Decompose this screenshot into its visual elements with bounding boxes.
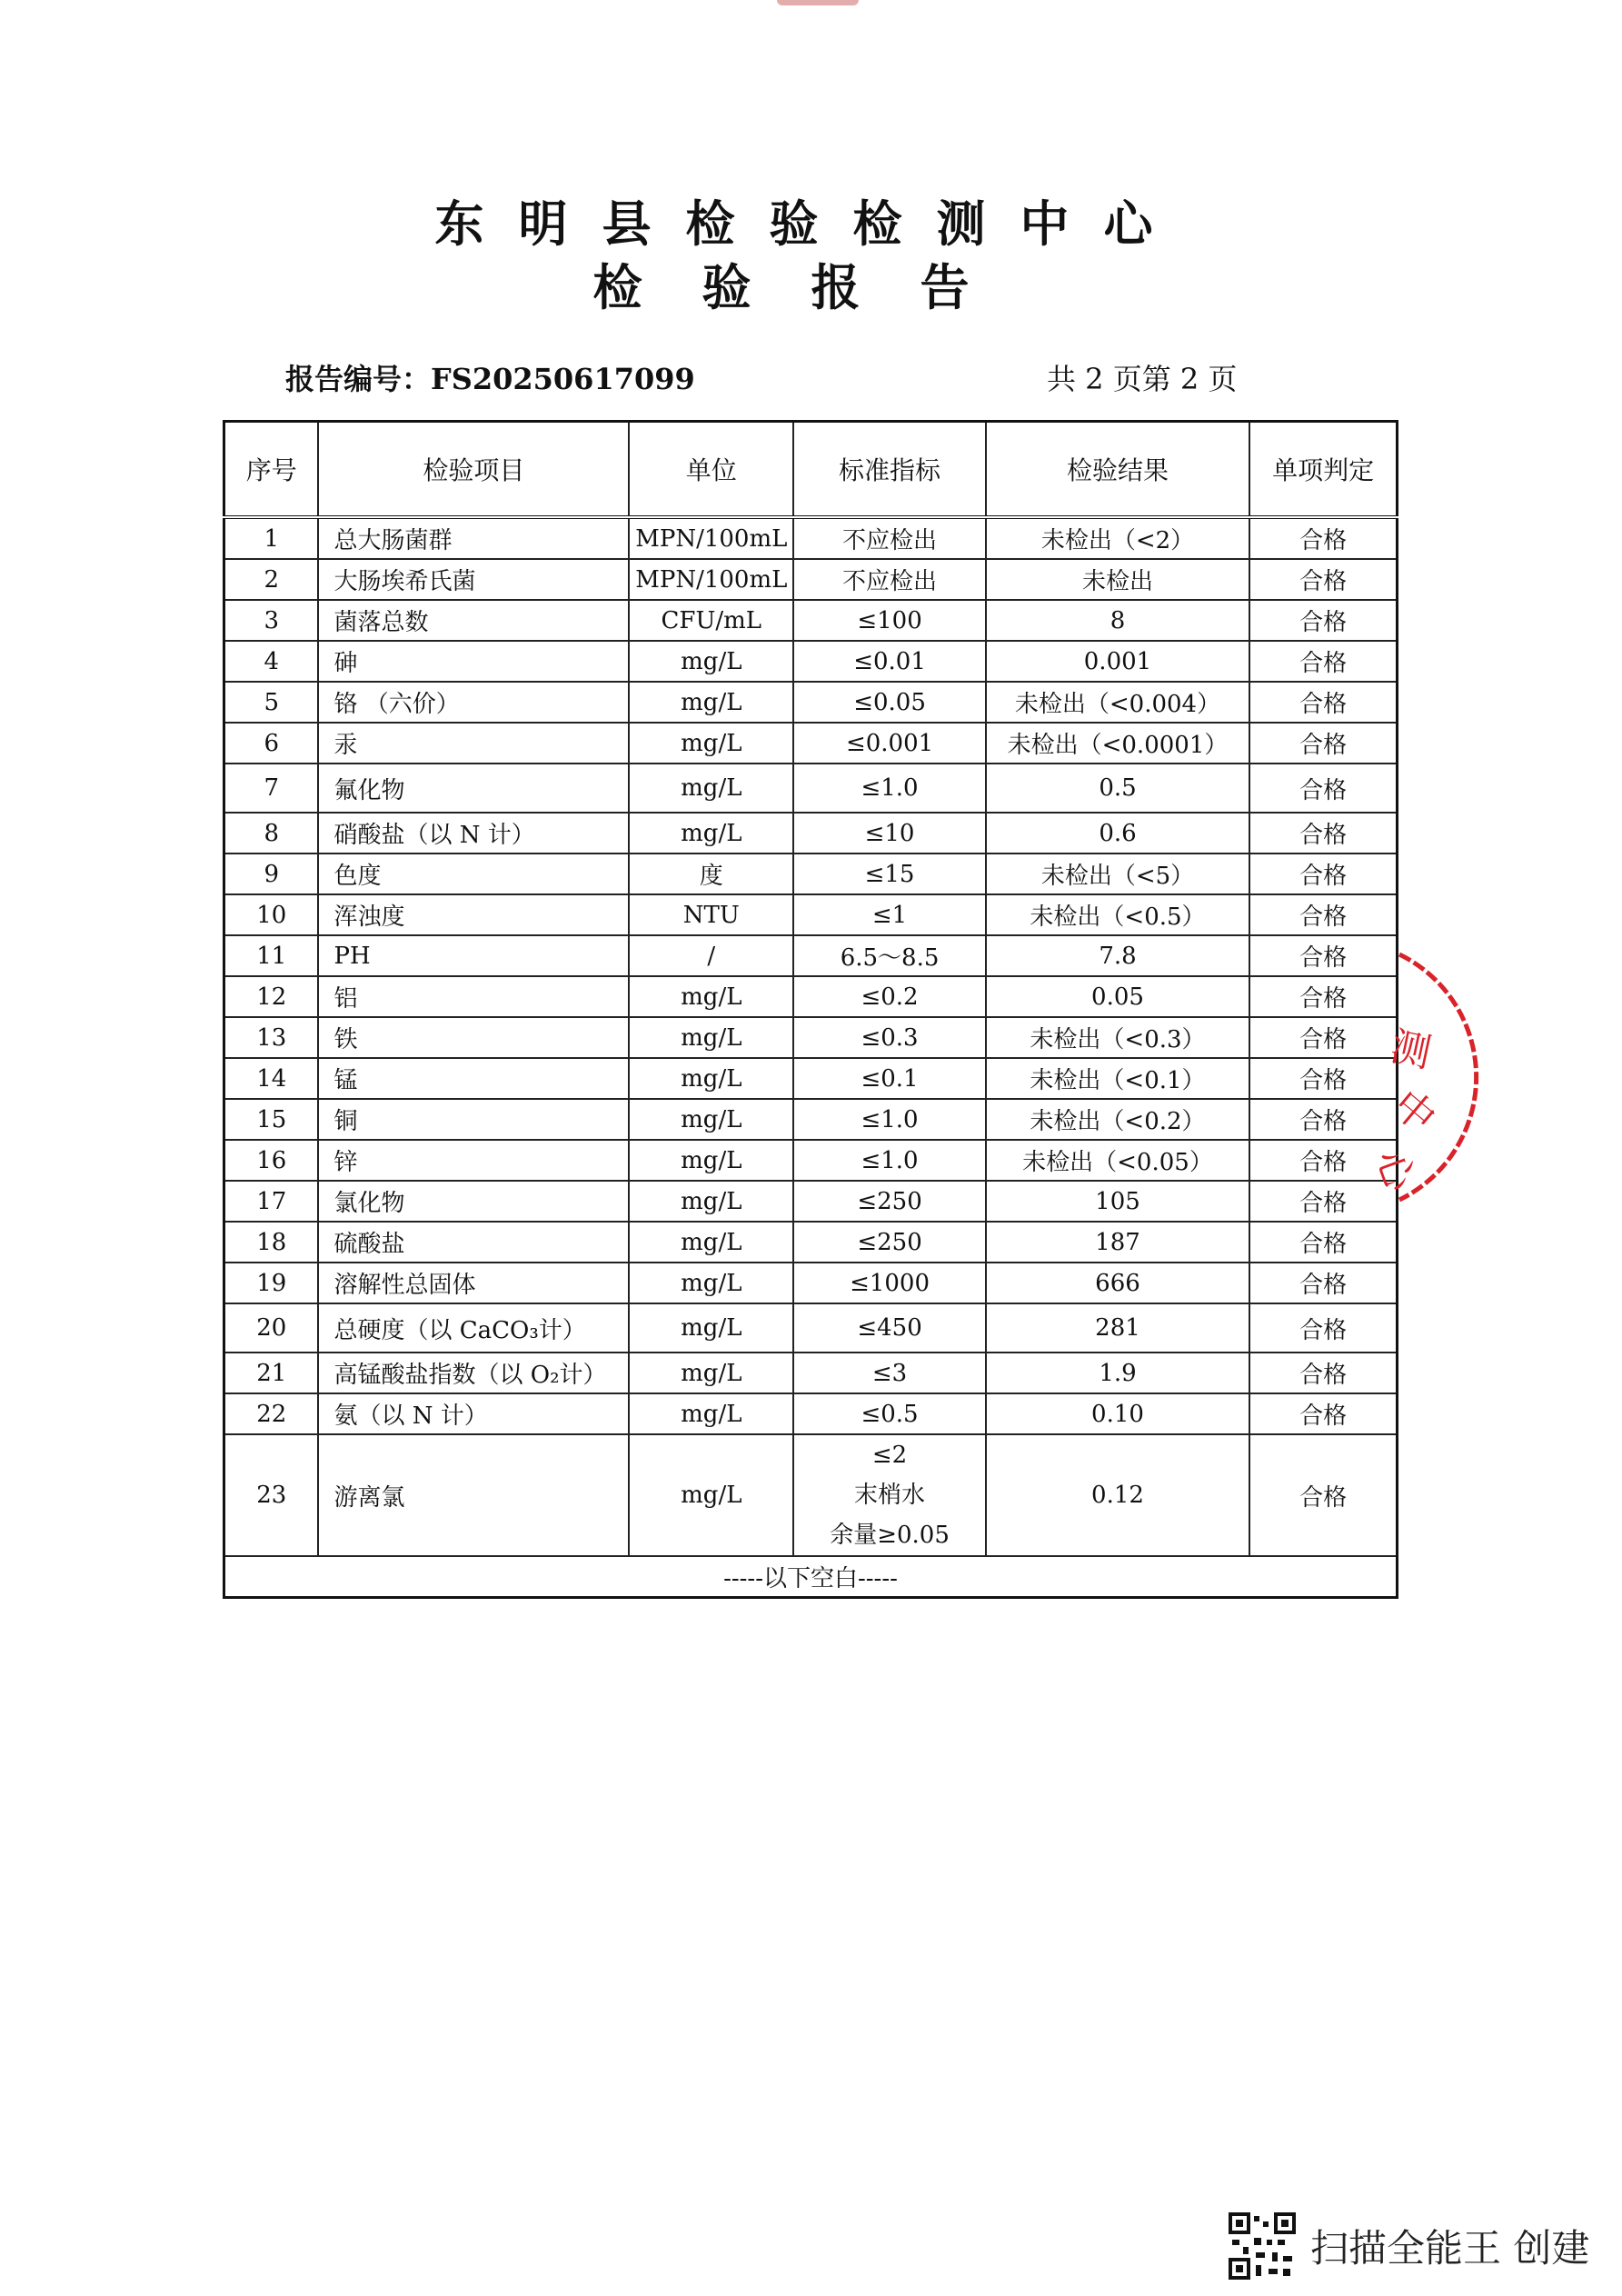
cell-result: 8 [986, 600, 1250, 641]
cell-unit: CFU/mL [629, 600, 793, 641]
cell-verdict: 合格 [1249, 935, 1397, 976]
cell-verdict: 合格 [1249, 1393, 1397, 1434]
cell-item: 菌落总数 [318, 600, 629, 641]
cell-verdict: 合格 [1249, 723, 1397, 764]
cell-no: 23 [224, 1434, 319, 1556]
cell-unit: mg/L [629, 682, 793, 723]
cell-unit: mg/L [629, 1140, 793, 1181]
cell-unit: mg/L [629, 1263, 793, 1303]
cell-item: 硫酸盐 [318, 1222, 629, 1263]
cell-no: 18 [224, 1222, 319, 1263]
cell-item: 溶解性总固体 [318, 1263, 629, 1303]
cell-unit: NTU [629, 894, 793, 935]
cell-item: 硝酸盐（以 N 计） [318, 813, 629, 854]
cell-standard: ≤100 [793, 600, 985, 641]
cell-verdict: 合格 [1249, 517, 1397, 559]
cell-standard: ≤1.0 [793, 1140, 985, 1181]
cell-standard [793, 1434, 985, 1556]
cell-no: 5 [224, 682, 319, 723]
page-info: 共 2 页第 2 页 [1047, 362, 1238, 396]
table-row [224, 1099, 1398, 1140]
cell-item: 高锰酸盐指数（以 O₂计） [318, 1353, 629, 1393]
cell-verdict: 合格 [1249, 1099, 1397, 1140]
table-row [224, 813, 1398, 854]
column-header: 标准指标 [793, 422, 985, 518]
cell-standard: ≤1000 [793, 1263, 985, 1303]
seal-char: 测 [1386, 1023, 1436, 1077]
cell-standard: ≤1 [793, 894, 985, 935]
cell-standard: ≤0.2 [793, 976, 985, 1017]
table-row [224, 1140, 1398, 1181]
cell-result: 187 [986, 1222, 1250, 1263]
cell-no: 12 [224, 976, 319, 1017]
cell-no: 3 [224, 600, 319, 641]
standard-line: ≤2 [871, 1442, 908, 1469]
cell-unit: MPN/100mL [629, 517, 793, 559]
report-number-value: FS20250617099 [431, 362, 695, 396]
cell-unit: mg/L [629, 1181, 793, 1222]
cell-standard: ≤0.5 [793, 1393, 985, 1434]
column-header: 单位 [629, 422, 793, 518]
cell-unit: mg/L [629, 1434, 793, 1556]
cell-no: 22 [224, 1393, 319, 1434]
seal-char: 心 [1366, 1143, 1424, 1198]
cell-standard: ≤0.001 [793, 723, 985, 764]
report-number [285, 356, 695, 398]
cell-unit: mg/L [629, 1058, 793, 1099]
cell-no: 7 [224, 764, 319, 813]
cell-unit: mg/L [629, 641, 793, 682]
cell-verdict: 合格 [1249, 1017, 1397, 1058]
cell-verdict: 合格 [1249, 1434, 1397, 1556]
cell-item: 铁 [318, 1017, 629, 1058]
cell-item: 浑浊度 [318, 894, 629, 935]
cell-result: 未检出 [986, 559, 1250, 600]
cell-no: 21 [224, 1353, 319, 1393]
cell-result: 未检出（<0.004） [986, 682, 1250, 723]
table-row [224, 1434, 1398, 1556]
table-row [224, 1303, 1398, 1353]
cell-standard: ≤0.01 [793, 641, 985, 682]
cell-standard: ≤0.05 [793, 682, 985, 723]
cell-no: 10 [224, 894, 319, 935]
table-row [224, 764, 1398, 813]
cell-standard: ≤15 [793, 854, 985, 894]
qr-code-icon [1229, 2212, 1296, 2280]
table-row [224, 1181, 1398, 1222]
cell-verdict: 合格 [1249, 1353, 1397, 1393]
scanner-watermark [1229, 2212, 1589, 2280]
cell-item: 铝 [318, 976, 629, 1017]
cell-unit: mg/L [629, 1393, 793, 1434]
table-row [224, 1263, 1398, 1303]
scanner-watermark-text: 扫描全能王 创建 [1310, 2226, 1590, 2271]
org-title: 东明县检验检测中心 [434, 195, 1188, 253]
cell-result: 未检出（<5） [986, 854, 1250, 894]
cell-item: 色度 [318, 854, 629, 894]
standard-line: 余量≥0.05 [830, 1522, 950, 1549]
cell-verdict: 合格 [1249, 1263, 1397, 1303]
cell-result: 未检出（<0.5） [986, 894, 1250, 935]
table-row [224, 854, 1398, 894]
results-table [223, 420, 1398, 1599]
report-number-label: 报告编号： [285, 362, 432, 396]
table-row [224, 1393, 1398, 1434]
cell-unit: mg/L [629, 1303, 793, 1353]
cell-verdict: 合格 [1249, 1140, 1397, 1181]
cell-item: PH [318, 935, 629, 976]
cell-standard: ≤0.3 [793, 1017, 985, 1058]
table-row [224, 1017, 1398, 1058]
cell-verdict: 合格 [1249, 600, 1397, 641]
table-row [224, 559, 1398, 600]
cell-unit: MPN/100mL [629, 559, 793, 600]
cell-no: 1 [224, 517, 319, 559]
cell-standard: ≤1.0 [793, 1099, 985, 1140]
column-header: 序号 [224, 422, 319, 518]
cell-verdict: 合格 [1249, 641, 1397, 682]
standard-line: 末梢水 [854, 1482, 926, 1509]
table-body [224, 517, 1398, 1598]
cell-standard: ≤3 [793, 1353, 985, 1393]
cell-item: 锌 [318, 1140, 629, 1181]
cell-result: 0.5 [986, 764, 1250, 813]
cell-unit: mg/L [629, 976, 793, 1017]
cell-unit: mg/L [629, 1017, 793, 1058]
cell-verdict: 合格 [1249, 854, 1397, 894]
cell-verdict: 合格 [1249, 764, 1397, 813]
cell-result: 0.05 [986, 976, 1250, 1017]
cell-verdict: 合格 [1249, 1222, 1397, 1263]
cell-result: 105 [986, 1181, 1250, 1222]
cell-no: 15 [224, 1099, 319, 1140]
cell-result: 0.001 [986, 641, 1250, 682]
cell-unit: 度 [629, 854, 793, 894]
seal-char: 中 [1383, 1081, 1445, 1143]
cell-standard: ≤10 [793, 813, 985, 854]
cell-standard: ≤0.1 [793, 1058, 985, 1099]
cell-item: 游离氯 [318, 1434, 629, 1556]
cell-item: 氯化物 [318, 1181, 629, 1222]
cell-item: 砷 [318, 641, 629, 682]
cell-result: 未检出（<0.1） [986, 1058, 1250, 1099]
doc-title: 检验报告 [592, 258, 1030, 316]
cell-standard: ≤250 [793, 1181, 985, 1222]
table-row [224, 976, 1398, 1017]
cell-no: 19 [224, 1263, 319, 1303]
cell-unit: mg/L [629, 1353, 793, 1393]
column-header: 检验结果 [986, 422, 1250, 518]
cell-no: 6 [224, 723, 319, 764]
cell-item: 铬 （六价） [318, 682, 629, 723]
cell-no: 9 [224, 854, 319, 894]
cell-verdict: 合格 [1249, 1058, 1397, 1099]
cell-standard: 不应检出 [793, 517, 985, 559]
cell-item: 锰 [318, 1058, 629, 1099]
cell-standard: ≤450 [793, 1303, 985, 1353]
cell-item: 大肠埃希氏菌 [318, 559, 629, 600]
cell-result: 0.10 [986, 1393, 1250, 1434]
cell-no: 17 [224, 1181, 319, 1222]
cell-no: 16 [224, 1140, 319, 1181]
cell-result: 未检出（<0.0001） [986, 723, 1250, 764]
cell-item: 氨（以 N 计） [318, 1393, 629, 1434]
cell-item: 总硬度（以 CaCO₃计） [318, 1303, 629, 1353]
cell-verdict: 合格 [1249, 682, 1397, 723]
table-row [224, 1222, 1398, 1263]
blank-note-row [224, 1556, 1398, 1598]
cell-verdict: 合格 [1249, 1181, 1397, 1222]
table-row [224, 641, 1398, 682]
cell-result: 未检出（<0.05） [986, 1140, 1250, 1181]
cell-unit: mg/L [629, 723, 793, 764]
cell-item: 铜 [318, 1099, 629, 1140]
cell-verdict: 合格 [1249, 976, 1397, 1017]
cell-standard: ≤1.0 [793, 764, 985, 813]
cell-no: 8 [224, 813, 319, 854]
cell-result: 未检出（<0.3） [986, 1017, 1250, 1058]
cell-unit: mg/L [629, 764, 793, 813]
cell-verdict: 合格 [1249, 1303, 1397, 1353]
cell-verdict: 合格 [1249, 894, 1397, 935]
cell-result: 7.8 [986, 935, 1250, 976]
cell-result: 未检出（<0.2） [986, 1099, 1250, 1140]
cell-item: 氟化物 [318, 764, 629, 813]
table-row [224, 723, 1398, 764]
blank-note: -----以下空白----- [224, 1556, 1398, 1598]
cell-unit: mg/L [629, 1099, 793, 1140]
cell-result: 未检出（<2） [986, 517, 1250, 559]
cell-result: 0.12 [986, 1434, 1250, 1556]
cell-no: 20 [224, 1303, 319, 1353]
cell-verdict: 合格 [1249, 559, 1397, 600]
table-row [224, 600, 1398, 641]
table-row [224, 1353, 1398, 1393]
cell-result: 281 [986, 1303, 1250, 1353]
table-row [224, 1058, 1398, 1099]
top-edge-mark [777, 0, 859, 5]
cell-verdict: 合格 [1249, 813, 1397, 854]
cell-item: 汞 [318, 723, 629, 764]
table-row [224, 894, 1398, 935]
cell-no: 2 [224, 559, 319, 600]
cell-unit: mg/L [629, 1222, 793, 1263]
cell-no: 11 [224, 935, 319, 976]
column-header: 单项判定 [1249, 422, 1397, 518]
cell-standard: 6.5～8.5 [793, 935, 985, 976]
cell-no: 14 [224, 1058, 319, 1099]
table-header-row [224, 422, 1398, 518]
cell-no: 4 [224, 641, 319, 682]
cell-result: 1.9 [986, 1353, 1250, 1393]
cell-unit: / [629, 935, 793, 976]
table-row [224, 517, 1398, 559]
table-row [224, 935, 1398, 976]
cell-standard: 不应检出 [793, 559, 985, 600]
cell-item: 总大肠菌群 [318, 517, 629, 559]
cell-result: 0.6 [986, 813, 1250, 854]
table-row [224, 682, 1398, 723]
column-header: 检验项目 [318, 422, 629, 518]
cell-unit: mg/L [629, 813, 793, 854]
cell-result: 666 [986, 1263, 1250, 1303]
cell-no: 13 [224, 1017, 319, 1058]
cell-standard: ≤250 [793, 1222, 985, 1263]
